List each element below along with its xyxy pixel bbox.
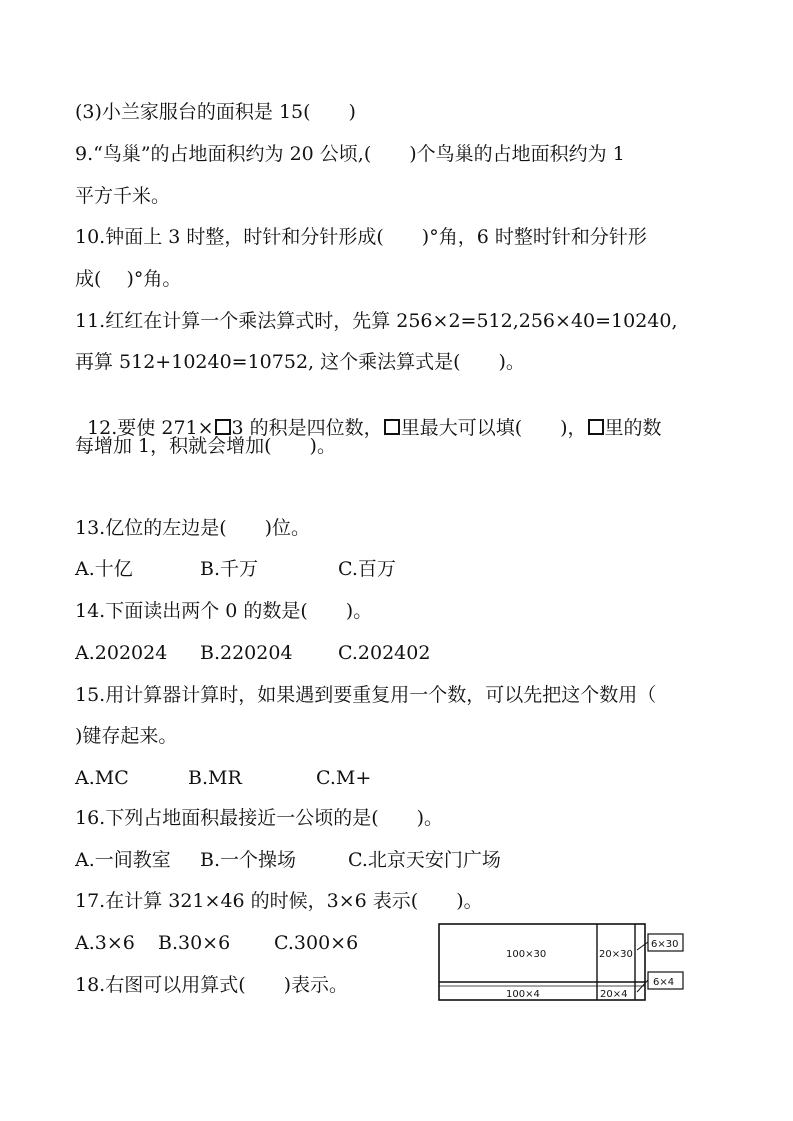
cell-bottom-left-label: 100×4 — [506, 989, 540, 1000]
q15-option-b: B.MR — [188, 767, 242, 789]
question-12-line-1 — [75, 392, 662, 440]
question-10-line-1: 10.钟面上 3 时整，时针和分针形成( )°角，6 时整时针和分针形 — [75, 226, 647, 248]
tag-top-pointer — [637, 942, 648, 950]
question-16: 16.下列占地面积最接近一公顷的是( )。 — [75, 807, 444, 829]
cell-top-left-label: 100×30 — [506, 949, 547, 960]
q17-option-a: A.3×6 — [75, 932, 135, 954]
q17-option-c: C.300×6 — [274, 932, 359, 954]
question-13: 13.亿位的左边是( )位。 — [75, 517, 311, 539]
q14-option-a: A.202024 — [75, 642, 168, 664]
q14-option-c: C.202402 — [338, 642, 431, 664]
cell-top-right-label: 20×30 — [599, 949, 633, 960]
question-18: 18.右图可以用算式( )表示。 — [75, 974, 349, 996]
question-12-line-2: 每增加 1，积就会增加( )。 — [75, 435, 336, 457]
q13-option-a: A.十亿 — [75, 558, 133, 580]
tag-top-label: 6×30 — [651, 939, 679, 950]
q15-option-c: C.M+ — [316, 767, 372, 789]
question-11-line-1: 11.红红在计算一个乘法算式时，先算 256×2=512,256×40=10240, — [75, 310, 678, 332]
blank-box-icon — [588, 419, 604, 435]
question-14: 14.下面读出两个 0 的数是( )。 — [75, 600, 373, 622]
question-17: 17.在计算 321×46 的时候，3×6 表示( )。 — [75, 890, 483, 912]
q12-text-start: 12.要使 271× — [87, 417, 214, 439]
q16-option-b: B.一个操场 — [200, 849, 297, 871]
question-15-line-2: )键存起来。 — [75, 725, 178, 747]
q16-option-c: C.北京天安门广场 — [348, 849, 501, 871]
area-model-diagram — [436, 922, 686, 1004]
q17-option-b: B.30×6 — [158, 932, 231, 954]
q15-option-a: A.MC — [75, 767, 129, 789]
blank-box-icon — [384, 419, 400, 435]
blank-box-icon — [215, 419, 231, 435]
question-8-part-3: (3)小兰家服台的面积是 15( ) — [75, 101, 356, 123]
question-9-line-1: 9.“鸟巢”的占地面积约为 20 公顷,( )个鸟巢的占地面积约为 1 — [75, 143, 625, 165]
q13-option-c: C.百万 — [338, 558, 396, 580]
question-10-line-2: 成( )°角。 — [75, 268, 182, 290]
q12-text-end: 里的数 — [604, 417, 662, 439]
q13-option-b: B.千万 — [200, 558, 259, 580]
q12-text-mid2: 里最大可以填( )， — [400, 417, 587, 439]
q16-option-a: A.一间教室 — [75, 849, 171, 871]
tag-bottom-label: 6×4 — [653, 977, 675, 988]
q12-text-mid: 3 的积是四位数， — [231, 417, 383, 439]
q14-option-b: B.220204 — [200, 642, 293, 664]
question-15-line-1: 15.用计算器计算时，如果遇到要重复用一个数，可以先把这个数用（ — [75, 684, 657, 706]
question-11-line-2: 再算 512+10240=10752, 这个乘法算式是( )。 — [75, 351, 525, 373]
cell-bottom-right-label: 20×4 — [600, 989, 628, 1000]
question-9-line-2: 平方千米。 — [75, 185, 171, 207]
